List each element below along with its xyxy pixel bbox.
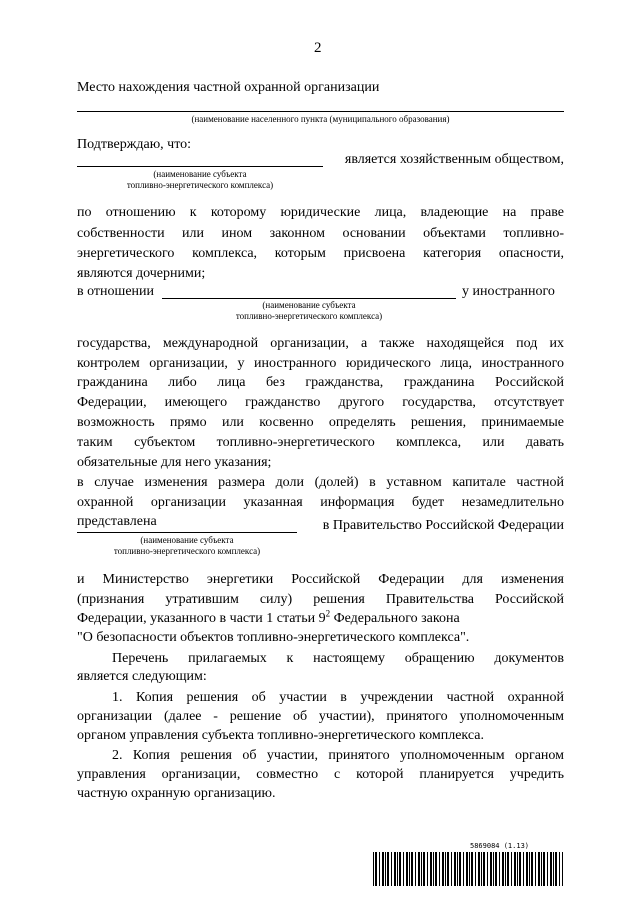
- para2-line-10: представлена: [77, 514, 157, 529]
- item1-line-1: 1. Копия решения об участии в учреждении частной охранной: [112, 690, 564, 705]
- barcode-number: 5869084 (1.13): [470, 842, 530, 850]
- subject-blank-line-2: [162, 298, 456, 299]
- confirm-label: Подтверждаю, что:: [77, 137, 192, 152]
- list-intro-line-2: является следующим:: [77, 669, 207, 684]
- para2-line-5: возможность прямо или косвенно определять решения, принимаемые: [77, 415, 564, 430]
- subject-caption-2b: топливно-энергетического комплекса): [235, 311, 383, 321]
- subject-caption-1a: (наименование субъекта: [153, 169, 247, 179]
- para2-line-6: таким субъектом топливно-энергетического комплекса, или давать: [77, 435, 564, 450]
- subject-blank-line-3: [77, 532, 297, 533]
- para2-line-3: гражданина либо лица без гражданства, гражданина Российской: [77, 375, 564, 390]
- article-superscript: 2: [325, 608, 331, 619]
- item2-line-1: 2. Копия решения об участии, принятого уполномоченным органом: [112, 748, 564, 763]
- para1-line-2: собственности или ином законном основании объектами топливно-: [77, 226, 564, 241]
- item2-line-2: управления организации, совместно с которой планируется учредить: [77, 767, 564, 782]
- para3-line-4: "О безопасности объектов топливно-энергетического комплекса".: [77, 630, 470, 645]
- list-intro-line-1: Перечень прилагаемых к настоящему обращению документов: [112, 651, 564, 666]
- item1-line-2: организации (далее - решение об участии), принятого уполномоченным: [77, 709, 564, 724]
- para3-line-3-text: Федерации, указанного в части 1 статьи $9^2$ Федерального закона: [77, 608, 460, 626]
- economic-society-text: является хозяйственным обществом,: [344, 152, 564, 167]
- para3-line-2: (признания утратившим силу) решения Правительства Российской: [77, 592, 564, 607]
- in-relation-prefix: в отношении: [77, 284, 155, 299]
- subject-caption-3b: топливно-энергетического комплекса): [113, 546, 261, 556]
- para3-line-3: [77, 608, 564, 627]
- para1-line-4: являются дочерними;: [77, 266, 206, 281]
- item1-line-3: органом управления субъекта топливно-энергетического комплекса.: [77, 728, 484, 743]
- para3-line-1: и Министерство энергетики Российской Федерации для изменения: [77, 572, 564, 587]
- location-caption: (наименование населенного пункта (муниципального образования): [191, 114, 450, 124]
- in-relation-suffix: у иностранного: [462, 284, 555, 299]
- para1-line-3: энергетического комплекса, которым присвоена категория опасности,: [77, 246, 564, 261]
- para2-line-1: государства, международной организации, а также находящейся под их: [77, 336, 564, 351]
- subject-caption-1b: топливно-энергетического комплекса): [126, 180, 274, 190]
- item2-line-3: частную охранную организацию.: [77, 786, 276, 801]
- location-blank-line: [77, 111, 564, 112]
- subject-blank-line-1: [77, 166, 323, 167]
- para2-line-8: в случае изменения размера доли (долей) в уставном капитале частной: [77, 475, 564, 490]
- para1-line-1: по отношению к которому юридические лица, владеющие на праве: [77, 205, 564, 220]
- para2-line-2: контролем организации, у иностранного юридического лица, иностранного: [77, 356, 564, 371]
- subject-caption-2a: (наименование субъекта: [262, 300, 356, 310]
- para2-line-4: Федерации, имеющего гражданство другого государства, отсутствует: [77, 395, 564, 410]
- para2-line-7: обязательные для него указания;: [77, 455, 272, 470]
- barcode: [373, 852, 563, 886]
- page-number: 2: [314, 40, 322, 56]
- para2-line-9: охранной организации указанная информация будет незамедлительно: [77, 495, 564, 510]
- location-title: Место нахождения частной охранной организации: [77, 80, 380, 95]
- subject-caption-3a: (наименование субъекта: [140, 535, 234, 545]
- government-text: в Правительство Российской Федерации: [322, 518, 564, 533]
